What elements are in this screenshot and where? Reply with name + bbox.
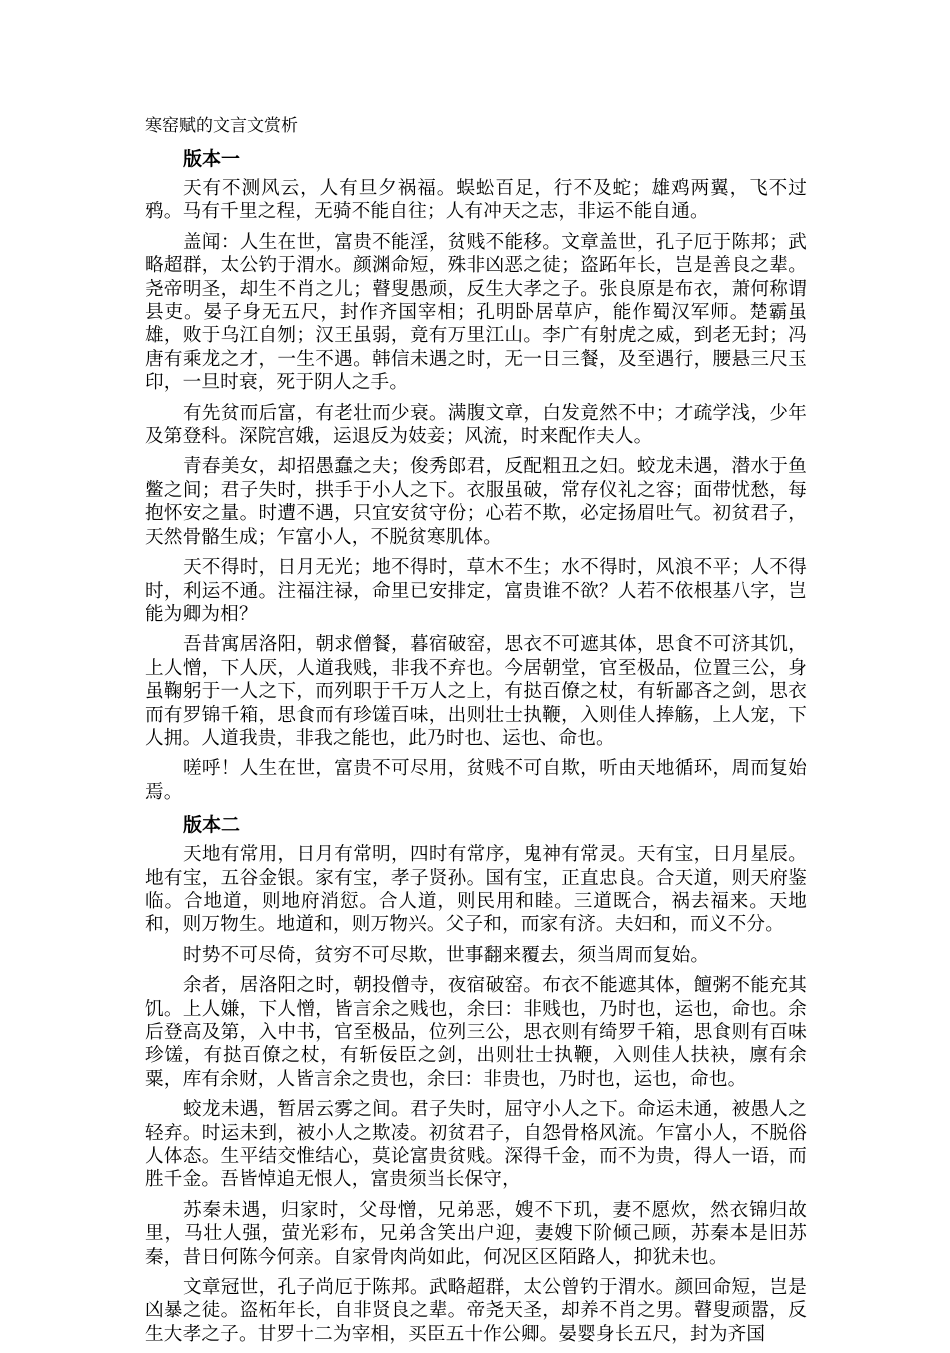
paragraph: 蛟龙未遇，暂居云雾之间。君子失时，屈守小人之下。命运未通，被愚人之轻弃。时运未到，被小人之欺凌。初贫君子，自怨骨格风流。乍富小人，不脱俗人体态。生平结交惟结心，莫论富贵贫贱。深得千金，而不为贵，得人一语，而胜千金。吾皆悼追无恨人，富贵须当长保守， [145,1099,807,1191]
document-title: 寒窑赋的文言文赏析 [145,116,298,136]
paragraph: 天有不测风云，人有旦夕祸福。蜈蚣百足，行不及蛇；雄鸡两翼，飞不过鸦。马有千里之程，无骑不能自往；人有冲天之志，非运不能自通。 [145,178,807,223]
paragraph: 天不得时，日月无光；地不得时，草木不生；水不得时，风浪不平；人不得时，利运不通。注福注禄，命里已安排定，富贵谁不欲？人若不依根基八字，岂能为卿为相？ [145,557,807,625]
paragraph: 有先贫而后富，有老壮而少衰。满腹文章，白发竟然不中；才疏学浅，少年及第登科。深院宫娥，运退反为妓妾；风流，时来配作夫人。 [145,402,807,448]
paragraph: 青春美女，却招愚蠢之夫；俊秀郎君，反配粗丑之妇。蛟龙未遇，潜水于鱼鳖之间；君子失时，拱手于小人之下。衣服虽破，常存仪礼之容；面带忧愁，每抱怀安之量。时遭不遇，只宜安贫守份；心若不欺，必定扬眉吐气。初贫君子，天然骨骼生成；乍富小人，不脱贫寒肌体。 [145,456,807,548]
section-heading-version-2: 版本二 [183,814,241,837]
paragraph: 嗟呼！人生在世，富贵不可尽用，贫贱不可自欺，听由天地循环，周而复始焉。 [145,758,807,803]
paragraph: 文章冠世，孔子尚厄于陈邦。武略超群，太公曾钓于渭水。颜回命短，岂是凶暴之徒。盗柘年长，自非贤良之辈。帝尧天圣，却养不肖之男。瞽叟顽嚣，反生大孝之子。甘罗十二为宰相，买臣五十作公卿。晏婴身长五尺，封为齐国 [145,1277,807,1345]
paragraph: 余者，居洛阳之时，朝投僧寺，夜宿破窑。布衣不能遮其体，饘粥不能充其饥。上人嫌，下人憎，皆言余之贱也，余曰：非贱也，乃时也，运也，命也。余后登高及第，入中书，官至极品，位列三公，思衣则有绮罗千箱，思食则有百味珍馐，有挞百僚之杖，有斩佞臣之剑，出则壮士执鞭，入则佳人扶袂，廪有余粟，库有余财，人皆言余之贵也，余曰：非贵也，乃时也，运也，命也。 [145,975,807,1090]
section-heading-version-1: 版本一 [183,148,241,170]
document-page [145,113,807,1353]
paragraph: 吾昔寓居洛阳，朝求僧餐，暮宿破窑，思衣不可遮其体，思食不可济其饥，上人憎，下人厌，人道我贱，非我不弃也。今居朝堂，官至极品，位置三公，身虽鞠躬于一人之下，而列职于千万人之上，有挞百僚之杖，有斩鄙吝之剑，思衣而有罗锦千箱，思食而有珍馐百味，出则壮士执鞭，入则佳人捧觞，上人宠，下人拥。人道我贵，非我之能也，此乃时也、运也、命也。 [145,634,807,749]
paragraph: 苏秦未遇，归家时，父母憎，兄弟恶，嫂不下玑，妻不愿炊，然衣锦归故里，马壮人强，萤光彩布，兄弟含笑出户迎，妻嫂下阶倾己顾，苏秦本是旧苏秦，昔日何陈今何亲。自家骨肉尚如此，何况区区陌路人，抑犹未也。 [145,1199,807,1268]
paragraph: 盖闻：人生在世，富贵不能淫，贫贱不能移。文章盖世，孔子厄于陈邦；武略超群，太公钓于渭水。颜渊命短，殊非凶恶之徒；盗跖年长，岂是善良之辈。尧帝明圣，却生不肖之儿；瞽叟愚顽，反生大孝之子。张良原是布衣，萧何称谓县吏。晏子身无五尺，封作齐国宰相；孔明卧居草庐，能作蜀汉军师。楚霸虽雄，败于乌江自刎；汉王虽弱，竟有万里江山。李广有射虎之威，到老无封；冯唐有乘龙之才，一生不遇。韩信未遇之时，无一日三餐，及至遇行，腰悬三尺玉印，一旦时衰，死于阴人之手。 [145,231,807,394]
paragraph: 天地有常用，日月有常明，四时有常序，鬼神有常灵。天有宝，日月星辰。地有宝，五谷金银。家有宝，孝子贤孙。国有宝，正直忠良。合天道，则天府鉴临。合地道，则地府消愆。合人道，则民用和睦。三道既合，祸去福来。天地和，则万物生。地道和，则万物兴。父子和，而家有济。夫妇和，而义不分。 [145,844,807,936]
paragraph: 时势不可尽倚，贫穷不可尽欺，世事翻来覆去，须当周而复始。 [183,944,710,966]
